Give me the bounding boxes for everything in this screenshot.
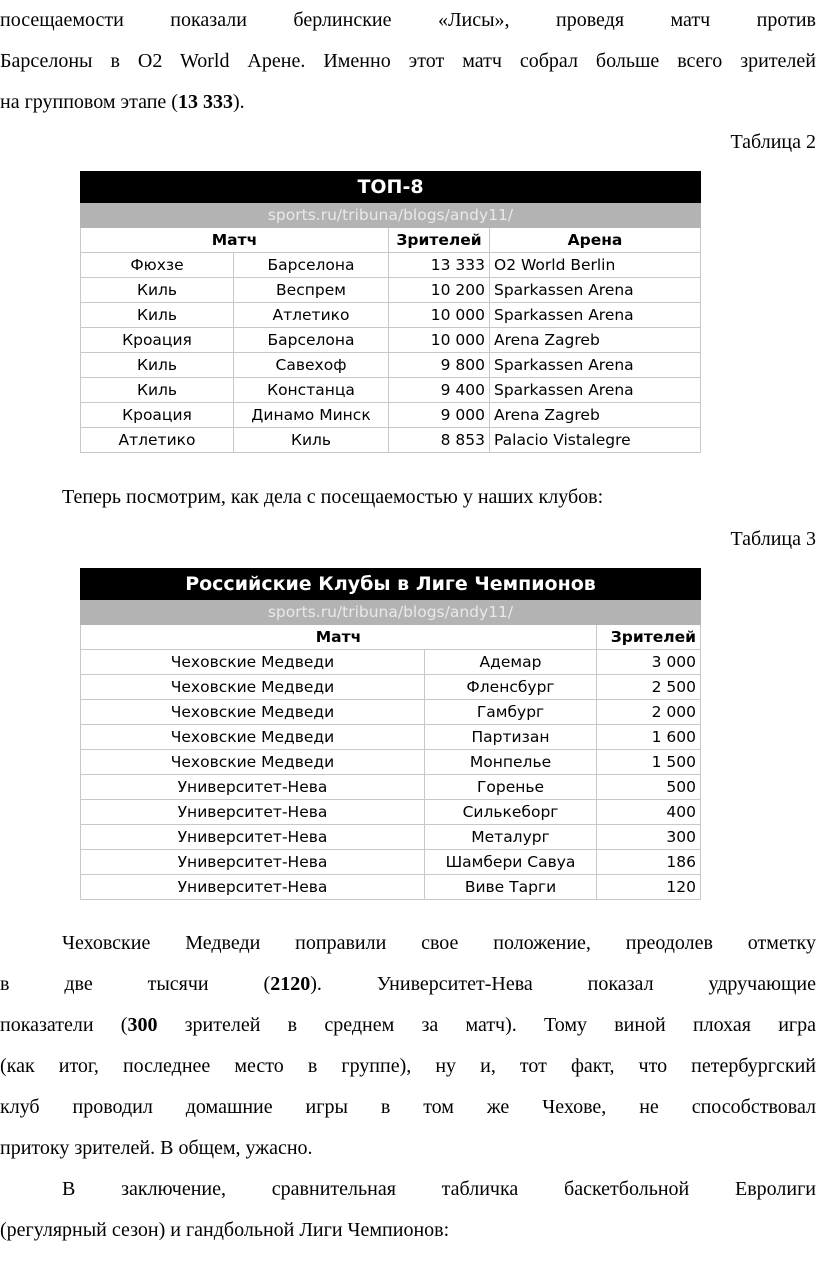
table3-caption: Таблица 3: [730, 528, 816, 550]
viewers-cell: 10 200: [389, 278, 490, 303]
away-team-cell: Фленсбург: [425, 675, 597, 700]
table-row: [81, 825, 701, 850]
home-team-cell: Университет-Нева: [81, 850, 425, 875]
viewers-cell: 1 500: [597, 750, 701, 775]
home-team-cell: Киль: [81, 303, 234, 328]
table-row: [81, 700, 701, 725]
table-row: [81, 378, 701, 403]
viewers-cell: 10 000: [389, 303, 490, 328]
table-row: [81, 850, 701, 875]
viewers-cell: 500: [597, 775, 701, 800]
away-team-cell: Металург: [425, 825, 597, 850]
home-team-cell: Чеховские Медведи: [81, 750, 425, 775]
table-title: ТОП-8: [81, 172, 701, 203]
away-team-cell: Гамбург: [425, 700, 597, 725]
intro-line: посещаемости показали берлинские «Лисы», проведя матч против: [0, 9, 816, 31]
viewers-cell: 2 500: [597, 675, 701, 700]
away-team-cell: Шамбери Савуа: [425, 850, 597, 875]
home-team-cell: Фюхзе: [81, 253, 234, 278]
header-match: Матч: [81, 228, 389, 253]
viewers-cell: 300: [597, 825, 701, 850]
table2-caption: Таблица 2: [730, 131, 816, 153]
viewers-cell: 9 800: [389, 353, 490, 378]
table-row: [81, 403, 701, 428]
conclusion-paragraph: [0, 1169, 816, 1251]
table-row: [81, 253, 701, 278]
arena-cell: Sparkassen Arena: [490, 378, 701, 403]
table-row: [81, 353, 701, 378]
viewers-cell: 10 000: [389, 328, 490, 353]
home-team-cell: Чеховские Медведи: [81, 700, 425, 725]
arena-cell: Sparkassen Arena: [490, 278, 701, 303]
analysis-paragraph: [0, 923, 816, 1169]
table-body: [81, 253, 701, 453]
table-row: [81, 650, 701, 675]
home-team-cell: Киль: [81, 378, 234, 403]
viewers-cell: 120: [597, 875, 701, 900]
home-team-cell: Чеховские Медведи: [81, 675, 425, 700]
away-team-cell: Киль: [234, 428, 389, 453]
arena-cell: O2 World Berlin: [490, 253, 701, 278]
header-arena: Арена: [490, 228, 701, 253]
intro-text: ).: [232, 91, 245, 113]
viewers-cell: 3 000: [597, 650, 701, 675]
table-row: [81, 775, 701, 800]
viewers-cell: 1 600: [597, 725, 701, 750]
table-row: [81, 875, 701, 900]
arena-cell: Arena Zagreb: [490, 403, 701, 428]
table-row: [81, 328, 701, 353]
conclusion-line: В заключение, сравнительная табличка баскетбольной Евролиги: [62, 1178, 816, 1200]
header-match: Матч: [81, 625, 597, 650]
away-team-cell: Монпелье: [425, 750, 597, 775]
table-row: [81, 303, 701, 328]
intro-line: [0, 82, 816, 123]
viewers-cell: 9 000: [389, 403, 490, 428]
table-row: [81, 725, 701, 750]
away-team-cell: Адемар: [425, 650, 597, 675]
viewers-cell: 2 000: [597, 700, 701, 725]
away-team-cell: Барселона: [234, 328, 389, 353]
analysis-text: зрителей в среднем за матч). Тому виной плохая игра: [157, 1014, 816, 1036]
header-viewers: Зрителей: [597, 625, 701, 650]
analysis-text: в две тысячи (: [0, 973, 271, 995]
arena-cell: Sparkassen Arena: [490, 303, 701, 328]
conclusion-line: (регулярный сезон) и гандбольной Лиги Чемпионов:: [0, 1219, 450, 1241]
away-team-cell: Веспрем: [234, 278, 389, 303]
header-viewers: Зрителей: [389, 228, 490, 253]
away-team-cell: Виве Тарги: [425, 875, 597, 900]
table-row: [81, 675, 701, 700]
away-team-cell: Горенье: [425, 775, 597, 800]
home-team-cell: Кроация: [81, 403, 234, 428]
home-team-cell: Университет-Нева: [81, 825, 425, 850]
home-team-cell: Университет-Нева: [81, 775, 425, 800]
mid-paragraph: [0, 477, 816, 518]
table-source: sports.ru/tribuna/blogs/andy11/: [81, 203, 701, 228]
viewers-cell: 186: [597, 850, 701, 875]
away-team-cell: Динамо Минск: [234, 403, 389, 428]
away-team-cell: Констанца: [234, 378, 389, 403]
analysis-line: притоку зрителей. В общем, ужасно.: [0, 1137, 313, 1159]
analysis-line: клуб проводил домашние игры в том же Чехове, не способствовал: [0, 1096, 816, 1118]
away-team-cell: Барселона: [234, 253, 389, 278]
attendance-highlight: 13 333: [177, 91, 233, 113]
analysis-line: [0, 1005, 816, 1046]
viewers-cell: 8 853: [389, 428, 490, 453]
attendance-highlight: 300: [127, 1014, 158, 1036]
arena-cell: Palacio Vistalegre: [490, 428, 701, 453]
table-source: sports.ru/tribuna/blogs/andy11/: [81, 600, 701, 625]
table-row: [81, 278, 701, 303]
viewers-cell: 13 333: [389, 253, 490, 278]
top8-table: [80, 171, 701, 453]
arena-cell: Arena Zagreb: [490, 328, 701, 353]
table-row: [81, 800, 701, 825]
intro-paragraph: [0, 0, 816, 123]
arena-cell: Sparkassen Arena: [490, 353, 701, 378]
intro-text: на групповом этапе (: [0, 91, 178, 113]
home-team-cell: Университет-Нева: [81, 875, 425, 900]
home-team-cell: Атлетико: [81, 428, 234, 453]
home-team-cell: Чеховские Медведи: [81, 650, 425, 675]
viewers-cell: 400: [597, 800, 701, 825]
analysis-text: ). Университет-Нева показал удручающие: [310, 973, 816, 995]
away-team-cell: Атлетико: [234, 303, 389, 328]
away-team-cell: Партизан: [425, 725, 597, 750]
home-team-cell: Киль: [81, 278, 234, 303]
table-title: Российские Клубы в Лиге Чемпионов: [81, 569, 701, 600]
viewers-cell: 9 400: [389, 378, 490, 403]
analysis-line: Чеховские Медведи поправили свое положение, преодолев отметку: [62, 932, 816, 954]
table-body: [81, 650, 701, 900]
home-team-cell: Чеховские Медведи: [81, 725, 425, 750]
home-team-cell: Киль: [81, 353, 234, 378]
away-team-cell: Силькеборг: [425, 800, 597, 825]
analysis-line: (как итог, последнее место в группе), ну и, тот факт, что петербургский: [0, 1055, 816, 1077]
analysis-text: показатели (: [0, 1014, 128, 1036]
home-team-cell: Кроация: [81, 328, 234, 353]
table-row: [81, 428, 701, 453]
intro-line: Барселоны в O2 World Арене. Именно этот матч собрал больше всего зрителей: [0, 50, 816, 72]
mid-line: Теперь посмотрим, как дела с посещаемостью у наших клубов:: [62, 486, 604, 508]
away-team-cell: Савехоф: [234, 353, 389, 378]
attendance-highlight: 2120: [270, 973, 311, 995]
analysis-line: [0, 964, 816, 1005]
home-team-cell: Университет-Нева: [81, 800, 425, 825]
russian-clubs-table: [80, 568, 701, 900]
table-row: [81, 750, 701, 775]
